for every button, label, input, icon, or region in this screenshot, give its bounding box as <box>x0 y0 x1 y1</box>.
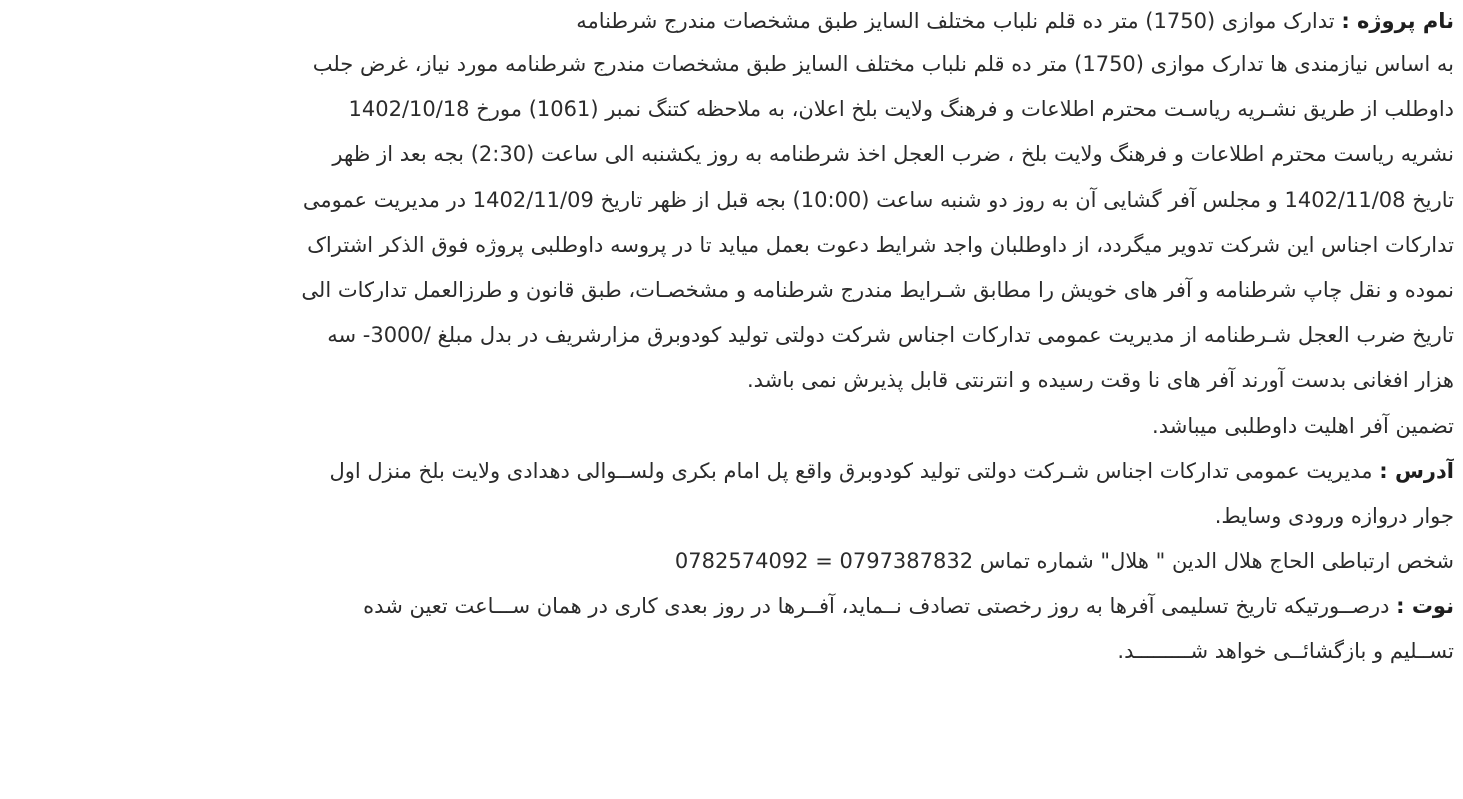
note-line-2: تســلیم و بازگشائــی خواهد شـــــــــد. <box>1117 639 1454 664</box>
note-line <box>14 584 1454 629</box>
address-line <box>14 449 1454 494</box>
body-line: نموده و نقل چاپ شرطنامه و آفر های خویش را مطابق شـرایط مندرج شرطنامه و مشخصـات، طبق قانون و طرزالعمل تدارکات الی <box>301 277 1454 302</box>
tender-announcement <box>14 0 1454 675</box>
body-line: تدارکات اجناس این شرکت تدویر میگردد، از داوطلبان واجد شرایط دعوت بعمل میاید تا در پروسه داوطلبی پروژه فوق الذکر اشتراک <box>307 232 1454 257</box>
address-line-2: جوار دروازه ورودی وسایط. <box>1214 503 1454 528</box>
body-line: به اساس نیازمندی ها تدارک موازی (1750) متر ده قلم نلباب مختلف السایز طبق مشخصات مندرج شرطنامه مورد نیاز، غرض جلب <box>312 52 1454 76</box>
contact-line: شخص ارتباطی الحاج هلال الدین " هلال" شماره تماس 0797387832 = 0782574092 <box>674 549 1454 574</box>
note-label: نوت : <box>1396 594 1454 619</box>
body-line: تاریخ ضرب العجل شـرطنامه از مدیریت عمومی تدارکات اجناس شرکت دولتی تولید کودوبرق مزارشریف در بدل مبلغ /3000- سه <box>327 323 1454 348</box>
project-label: نام پروژه : <box>1341 9 1454 33</box>
body-line: تاریخ 1402/11/08 و مجلس آفر گشایی آن به روز دو شنبه ساعت (10:00) بجه قبل از ظهر تاریخ 1402/11/09 در مدیریت عمومی <box>302 187 1454 212</box>
body-line: تضمین آفر اهلیت داوطلبی میباشد. <box>1152 413 1454 438</box>
body-line: داوطلب از طریق نشـریه ریاسـت محترم اطلاعات و فرهنگ ولایت بلخ اعلان، به ملاحظه کتنگ نمبر (1061) مورخ 1402/10/18 <box>348 97 1454 122</box>
note-text: درصــورتیکه تاریخ تسلیمی آفرها به روز رخصتی تصادف نــماید، آفــرها در روز بعدی کاری در همان ســـاعت تعین شده <box>363 594 1390 619</box>
body-line: نشریه ریاست محترم اطلاعات و فرهنگ ولایت بلخ ، ضرب العجل اخذ شرطنامه به روز یکشنبه الی ساعت (2:30) بجه بعد از ظهر <box>332 142 1454 167</box>
body-line: هزار افغانی بدست آورند آفر های نا وقت رسیده و انترنتی قابل پذیرش نمی باشد. <box>747 368 1454 393</box>
project-text: تدارک موازی (1750) متر ده قلم نلباب مختلف السایز طبق مشخصات مندرج شرطنامه <box>576 9 1335 33</box>
address-label: آدرس : <box>1379 458 1454 483</box>
address-text: مدیریت عمومی تدارکات اجناس شـرکت دولتی تولید کودوبرق واقع پل امام بکری ولســوالی دهدادی ولایت بلخ منزل اول <box>329 458 1373 483</box>
project-line <box>14 0 1454 42</box>
